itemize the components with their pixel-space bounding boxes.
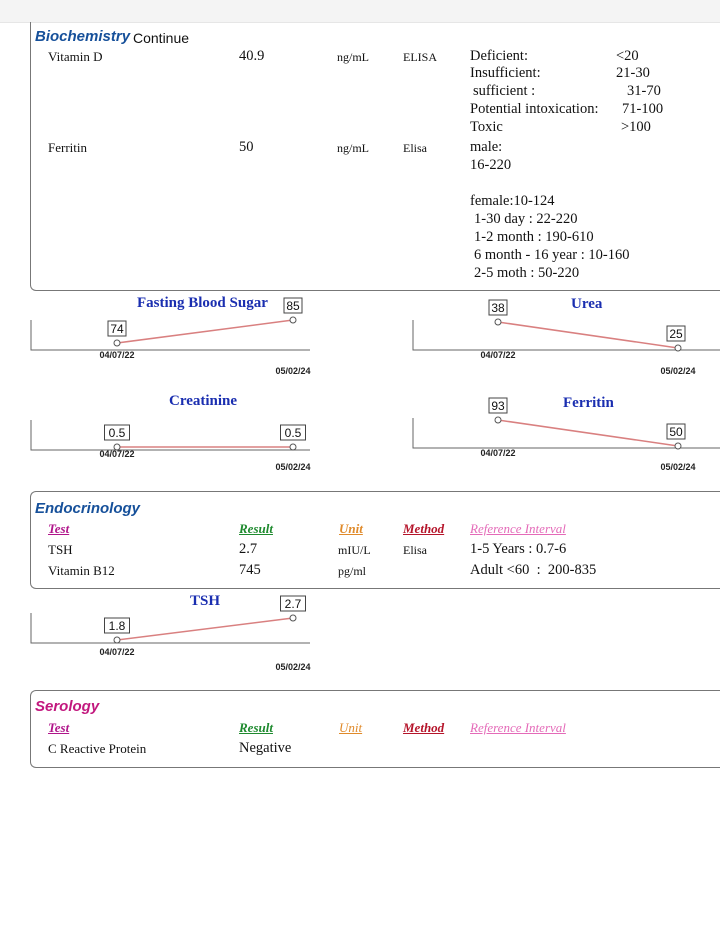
- chart-creatinine-axis: [31, 420, 310, 450]
- b12-unit: pg/ml: [338, 564, 367, 578]
- vitamin-d-method: ELISA: [403, 50, 437, 64]
- chart-creatinine-point-1: [290, 444, 296, 450]
- chart-ferritin-date-label-1: 05/02/24: [660, 462, 696, 472]
- chart-creatinine-value-label-0: 0.5: [108, 426, 126, 440]
- chart-ferritin-point-0: [495, 417, 501, 423]
- chart-urea-point-1: [675, 345, 681, 351]
- ferritin-method: Elisa: [403, 141, 427, 155]
- chart-creatinine-value-label-1: 0.5: [284, 426, 302, 440]
- chart-ferritin-series-line: [498, 420, 678, 446]
- biochemistry-continue-label: Continue: [133, 30, 190, 46]
- b12-result: 745: [239, 562, 261, 578]
- ferritin-result: 50: [239, 139, 254, 155]
- header-unit: Unit: [339, 521, 363, 536]
- vitd-range-label-2: sufficient :: [473, 83, 536, 99]
- ferritin-ref-4: 1-2 month : 190-610: [474, 229, 594, 245]
- tsh-name: TSH: [48, 542, 73, 557]
- chart-title-tsh: TSH: [190, 593, 221, 609]
- vitd-range-value-3: 71-100: [622, 101, 664, 117]
- vitd-range-value-0: <20: [616, 48, 639, 64]
- chart-title-urea: Urea: [571, 296, 603, 312]
- crp-result: Negative: [239, 740, 292, 756]
- ferritin-ref-5: 6 month - 16 year : 10-160: [474, 247, 630, 263]
- chart-title-ferritin: Ferritin: [563, 395, 614, 411]
- vitamin-d-unit: ng/mL: [337, 50, 369, 64]
- chart-tsh-point-1: [290, 615, 296, 621]
- chart-tsh-series-line: [117, 618, 293, 640]
- chart-urea-value-label-1: 25: [669, 327, 683, 341]
- vitd-range-label-0: Deficient:: [470, 48, 528, 64]
- header-reference: Reference Interval: [470, 521, 566, 536]
- tsh-unit: mIU/L: [338, 543, 371, 557]
- serology-header-unit: Unit: [339, 720, 363, 735]
- chart-fbs-value-label-1: 85: [286, 299, 300, 313]
- chart-fbs-point-1: [290, 317, 296, 323]
- chart-tsh-axis: [31, 613, 310, 643]
- serology-header-test: Test: [48, 720, 70, 735]
- vitd-range-value-1: 21-30: [616, 65, 650, 81]
- chart-ferritin-point-1: [675, 443, 681, 449]
- header-test: Test: [48, 521, 70, 536]
- chart-tsh-value-label-0: 1.8: [108, 619, 126, 633]
- ferritin-ref-6: 2-5 moth : 50-220: [474, 265, 580, 281]
- serology-header-reference: Reference Interval: [470, 720, 566, 735]
- chart-ferritin-date-label-0: 04/07/22: [480, 448, 516, 458]
- chart-urea-date-label-0: 04/07/22: [480, 350, 516, 360]
- chart-fbs-date-label-1: 05/02/24: [275, 366, 311, 376]
- serology-header-method: Method: [403, 720, 445, 735]
- vitd-range-label-1: Insufficient:: [470, 65, 541, 81]
- header-result: Result: [239, 521, 273, 536]
- ferritin-ref-2: female:10-124: [470, 193, 555, 209]
- chart-ferritin-value-label-1: 50: [669, 425, 683, 439]
- chart-tsh-value-label-1: 2.7: [284, 597, 302, 611]
- vitamin-d-result: 40.9: [239, 48, 265, 64]
- tsh-result: 2.7: [239, 541, 258, 557]
- chart-title-fbs: Fasting Blood Sugar: [137, 295, 268, 311]
- serology-header-result: Result: [239, 720, 273, 735]
- ferritin-ref-3: 1-30 day : 22-220: [474, 211, 578, 227]
- serology-title: Serology: [35, 698, 100, 715]
- endocrinology-title: Endocrinology: [35, 500, 140, 517]
- vitd-range-label-3: Potential intoxication:: [470, 101, 599, 117]
- ferritin-ref-1: 16-220: [470, 157, 512, 173]
- chart-urea-point-0: [495, 319, 501, 325]
- chart-fbs-date-label-0: 04/07/22: [99, 350, 135, 360]
- chart-fbs-axis: [31, 320, 310, 350]
- ferritin-ref-0: male:: [470, 139, 503, 155]
- vitd-range-value-2: 31-70: [627, 83, 661, 99]
- tsh-method: Elisa: [403, 543, 427, 557]
- chart-title-creatinine: Creatinine: [169, 393, 238, 409]
- vitd-range-label-4: Toxic: [470, 119, 503, 135]
- chart-fbs-series-line: [117, 320, 293, 343]
- chart-fbs-point-0: [114, 340, 120, 346]
- crp-name: C Reactive Protein: [48, 741, 147, 756]
- chart-creatinine-date-label-1: 05/02/24: [275, 462, 311, 472]
- vitd-range-value-4: >100: [621, 119, 651, 135]
- ferritin-unit: ng/mL: [337, 141, 369, 155]
- chart-tsh-date-label-0: 04/07/22: [99, 647, 135, 657]
- b12-name: Vitamin B12: [48, 563, 115, 578]
- chart-urea-value-label-0: 38: [491, 301, 505, 315]
- chart-tsh-date-label-1: 05/02/24: [275, 662, 311, 672]
- biochemistry-title: Biochemistry: [35, 28, 131, 45]
- chart-urea-date-label-1: 05/02/24: [660, 366, 696, 376]
- chart-urea-series-line: [498, 322, 678, 348]
- ferritin-name: Ferritin: [48, 140, 87, 155]
- tsh-reference: 1-5 Years : 0.7-6: [470, 541, 567, 557]
- vitamin-d-name: Vitamin D: [48, 49, 103, 64]
- chart-creatinine-date-label-0: 04/07/22: [99, 449, 135, 459]
- chart-fbs-value-label-0: 74: [110, 322, 124, 336]
- chart-tsh-point-0: [114, 637, 120, 643]
- header-method: Method: [403, 521, 445, 536]
- chart-ferritin-value-label-0: 93: [491, 399, 505, 413]
- b12-reference: Adult <60 : 200-835: [470, 562, 597, 578]
